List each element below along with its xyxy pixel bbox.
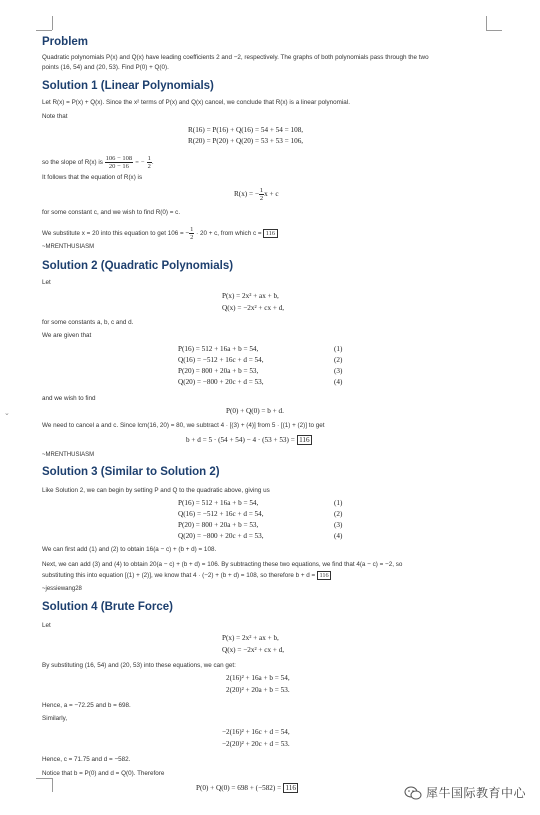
crop-mark-bottom-left-v	[52, 778, 53, 792]
s2-q-def: Q(x) = −2x² + cx + d,	[222, 304, 285, 312]
s1-req-pre: R(x) = −	[234, 190, 259, 199]
s2-cancel: We need to cancel a and c. Since lcm(16, 20) = 80, we subtract 4 · [(3) + (4)] from 5 · [(1) + (2)] to get	[42, 422, 325, 429]
s3-answer-box: 116	[317, 571, 331, 580]
s2-answer-box: 116	[297, 435, 313, 445]
s2-eq-4-num: (4)	[334, 378, 343, 386]
s1-slope-line	[42, 155, 154, 170]
s1-req-post: x + c	[264, 190, 279, 199]
s2-eq-3-num: (3)	[334, 367, 343, 375]
s4-subs: By substituting (16, 54) and (20, 53) into these equations, we can get:	[42, 662, 236, 669]
watermark-text: 犀牛国际教育中心	[425, 786, 526, 800]
wechat-icon	[404, 786, 422, 800]
s1-slope-den2: 2	[147, 163, 151, 170]
s3-next-1: Next, we can add (3) and (4) to obtain 20(a − c) + (b + d) = 106. By subtracting these two equations, we find that 4(a − c) = −2, so	[42, 561, 403, 568]
s1-slope-pre: so the slope of R(x) is	[42, 159, 103, 167]
s4-p-def: P(x) = 2x² + ax + b,	[222, 634, 279, 642]
s4-c-eq-1: −2(16)² + 16c + d = 54,	[222, 728, 290, 736]
crop-mark-top-left	[52, 16, 53, 30]
s1-slope-post: .	[151, 159, 154, 167]
margin-caret-icon: ⌄	[4, 410, 10, 417]
s1-sub-num: 1	[190, 226, 194, 233]
s4-final-line	[196, 784, 298, 793]
s4-notice: Notice that b = P(0) and d = Q(0). Therefore	[42, 770, 165, 777]
s1-r-equation	[234, 187, 279, 202]
solution-4-heading: Solution 4 (Brute Force)	[42, 601, 173, 613]
s3-eq-4-num: (4)	[334, 532, 343, 540]
s3-eq-3-num: (3)	[334, 521, 343, 529]
s2-given: We are given that	[42, 332, 92, 339]
s1-const: for some constant c, and we wish to find R(0) = c.	[42, 209, 181, 216]
s3-eq-2: Q(16) = −512 + 16c + d = 54,	[178, 510, 264, 518]
s1-req-num: 1	[259, 187, 264, 194]
s1-slope-eq: = −	[134, 159, 145, 167]
s4-hence-1: Hence, a = −72.25 and b = 698.	[42, 702, 131, 709]
s2-result: b + d = 5 · (54 + 54) − 4 · (53 + 53) =	[186, 436, 295, 444]
crop-mark-top-right	[486, 16, 487, 30]
s2-consts: for some constants a, b, c and d.	[42, 319, 134, 326]
s2-let: Let	[42, 279, 51, 286]
s3-eq-1: P(16) = 512 + 16a + b = 54,	[178, 499, 259, 507]
s2-author: ~MRENTHUSIASM	[42, 452, 95, 458]
s3-eq-3: P(20) = 800 + 20a + b = 53,	[178, 521, 259, 529]
crop-mark-bottom-left	[36, 778, 52, 779]
s4-q-def: Q(x) = −2x² + cx + d,	[222, 646, 285, 654]
problem-text-line-1: Quadratic polynomials P(x) and Q(x) have leading coefficients 2 and −2, respectively. The graphs of both polynomials pass through the two	[42, 54, 429, 61]
s3-next-2: substituting this into equation [(1) + (2)], we know that 4 · (−2) + (b + d) = 108, so therefore b + d =	[42, 572, 316, 579]
crop-mark-top-left-h	[36, 30, 52, 31]
s1-intro: Let R(x) = P(x) + Q(x). Since the x² terms of P(x) and Q(x) cancel, we conclude that R(x) is a linear polynomial.	[42, 99, 350, 106]
s4-let: Let	[42, 622, 51, 629]
s1-slope-num2: 1	[147, 155, 151, 162]
s4-a-eq-1: 2(16)² + 16a + b = 54,	[226, 674, 290, 682]
s3-first: We can first add (1) and (2) to obtain 16(a − c) + (b + d) = 108.	[42, 546, 217, 553]
s1-sub-post: · 20 + c, from which c =	[196, 230, 262, 238]
s2-result-line	[186, 436, 312, 445]
s2-eq-2: Q(16) = −512 + 16c + d = 54,	[178, 356, 264, 364]
s2-eq-2-num: (2)	[334, 356, 343, 364]
s3-eq-2-num: (2)	[334, 510, 343, 518]
s1-note: Note that	[42, 113, 68, 120]
s1-req-den: 2	[259, 195, 264, 202]
watermark	[404, 784, 526, 801]
s4-hence-2: Hence, c = 71.75 and d = −582.	[42, 756, 131, 763]
solution-2-heading: Solution 2 (Quadratic Polynomials)	[42, 260, 234, 272]
s1-sub-pre: We substitute x = 20 into this equation to get 106 = −	[42, 230, 190, 238]
s2-eq-4: Q(20) = −800 + 20c + d = 53,	[178, 378, 264, 386]
s1-slope-den: 20 − 16	[108, 163, 129, 170]
s2-eq-3: P(20) = 800 + 20a + b = 53,	[178, 367, 259, 375]
s3-eq-1-num: (1)	[334, 499, 343, 507]
s2-target: P(0) + Q(0) = b + d.	[226, 407, 284, 415]
solution-3-heading: Solution 3 (Similar to Solution 2)	[42, 466, 220, 478]
s2-eq-1-num: (1)	[334, 345, 343, 353]
s4-similarly: Similarly,	[42, 715, 68, 722]
s1-sub-den: 2	[190, 234, 194, 241]
s2-wish: and we wish to find	[42, 395, 96, 402]
problem-heading: Problem	[42, 36, 89, 48]
s1-sub-frac	[189, 226, 194, 241]
s1-eq-1: R(16) = P(16) + Q(16) = 54 + 54 = 108,	[188, 126, 304, 134]
s1-eq-2: R(20) = P(20) + Q(20) = 53 + 53 = 106,	[188, 137, 304, 145]
s4-answer-box: 116	[283, 783, 299, 793]
s1-slope-num: 106 − 108	[105, 155, 133, 162]
s4-final: P(0) + Q(0) = 698 + (−582) =	[196, 784, 282, 792]
s3-next-2-line	[42, 572, 331, 580]
s1-author: ~MRENTHUSIASM	[42, 244, 95, 250]
s1-slope-fraction	[105, 155, 133, 170]
s2-eq-1: P(16) = 512 + 16a + b = 54,	[178, 345, 259, 353]
s4-c-eq-2: −2(20)² + 20c + d = 53.	[222, 740, 290, 748]
crop-mark-top-right-h	[486, 30, 502, 31]
s3-intro: Like Solution 2, we can begin by setting P and Q to the quadratic above, giving us	[42, 487, 270, 494]
s1-follows: It follows that the equation of R(x) is	[42, 174, 143, 181]
s1-sub-line	[42, 226, 278, 241]
s4-a-eq-2: 2(20)² + 20a + b = 53.	[226, 686, 290, 694]
solution-1-heading: Solution 1 (Linear Polynomials)	[42, 80, 214, 92]
problem-text-line-2: points (16, 54) and (20, 53). Find P(0) + Q(0).	[42, 64, 169, 71]
s3-author: ~jessiewang28	[42, 586, 82, 592]
s2-p-def: P(x) = 2x² + ax + b,	[222, 292, 279, 300]
s1-answer-box: 116	[263, 229, 277, 238]
s3-eq-4: Q(20) = −800 + 20c + d = 53,	[178, 532, 264, 540]
